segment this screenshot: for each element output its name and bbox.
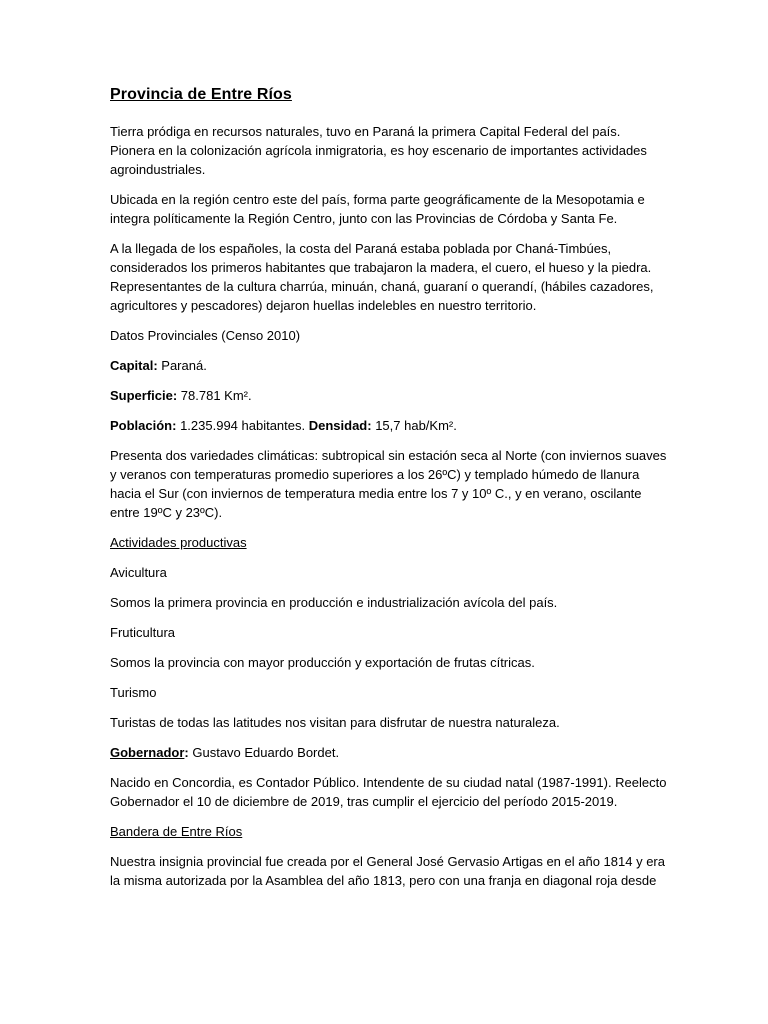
poultry-heading: Avicultura [110, 565, 167, 580]
tourism-text: Turistas de todas las latitudes nos visitan para disfrutar de nuestra naturaleza. [110, 715, 560, 730]
flag-paragraph: Nuestra insignia provincial fue creada por el General José Gervasio Artigas en el año 1814 y era la misma autorizada por la Asamblea del año 1813, pero con una franja en diagonal roja desde [110, 854, 665, 888]
population-line [110, 416, 668, 435]
history-paragraph: A la llegada de los españoles, la costa del Paraná estaba poblada por Chaná-Timbúes, considerados los primeros habitantes que trabajaron la madera, el cuero, el hueso y la piedra. Representantes de la cultura charrúa, minuán, chaná, guaraní o querandí, (hábiles cazadores, agricultores y pescadores) dejaron huellas indelebles en nuestro territorio. [110, 241, 654, 313]
capital-line [110, 356, 668, 375]
surface-label: Superficie: [110, 388, 178, 403]
poultry-text: Somos la primera provincia en producción e industrialización avícola del país. [110, 595, 558, 610]
surface-value: 78.781 Km². [177, 388, 252, 403]
climate-paragraph: Presenta dos variedades climáticas: subtropical sin estación seca al Norte (con inviernos suaves y veranos con temperaturas promedio superiores a los 26ºC) y templado húmedo de llanura hacia el Sur (con inviernos de temperatura media entre los 7 y 10º C., y en verano, oscilante entre 19ºC y 23ºC). [110, 448, 667, 520]
flag-heading: Bandera de Entre Ríos [110, 824, 243, 839]
capital-value: Paraná. [157, 358, 207, 373]
population-value: 1.235.994 habitantes. [176, 418, 306, 433]
population-label: Población: [110, 418, 177, 433]
fruit-text: Somos la provincia con mayor producción y exportación de frutas cítricas. [110, 655, 535, 670]
tourism-heading: Turismo [110, 685, 157, 700]
location-paragraph: Ubicada en la región centro este del país, forma parte geográficamente de la Mesopotamia e integra políticamente la Región Centro, junto con las Provincias de Córdoba y Santa Fe. [110, 192, 645, 226]
surface-line [110, 386, 668, 405]
census-heading: Datos Provinciales (Censo 2010) [110, 328, 301, 343]
intro-paragraph: Tierra pródiga en recursos naturales, tuvo en Paraná la primera Capital Federal del país. Pionera en la colonización agrícola inmigratoria, es hoy escenario de importantes actividades agroindustriales. [110, 124, 647, 177]
density-value: 15,7 hab/Km². [371, 418, 457, 433]
page-title: Provincia de Entre Ríos [110, 86, 292, 103]
governor-label: Gobernador [110, 745, 185, 760]
density-label: Densidad: [305, 418, 372, 433]
activities-heading: Actividades productivas [110, 535, 247, 550]
governor-line [110, 743, 668, 762]
governor-value: Gustavo Eduardo Bordet. [188, 745, 340, 760]
governor-bio: Nacido en Concordia, es Contador Público. Intendente de su ciudad natal (1987-1991). Reelecto Gobernador el 10 de diciembre de 2019, tras cumplir el ejercicio del período 2015-2019. [110, 775, 667, 809]
capital-label: Capital: [110, 358, 158, 373]
fruit-heading: Fruticultura [110, 625, 176, 640]
governor-colon: : [184, 745, 189, 760]
